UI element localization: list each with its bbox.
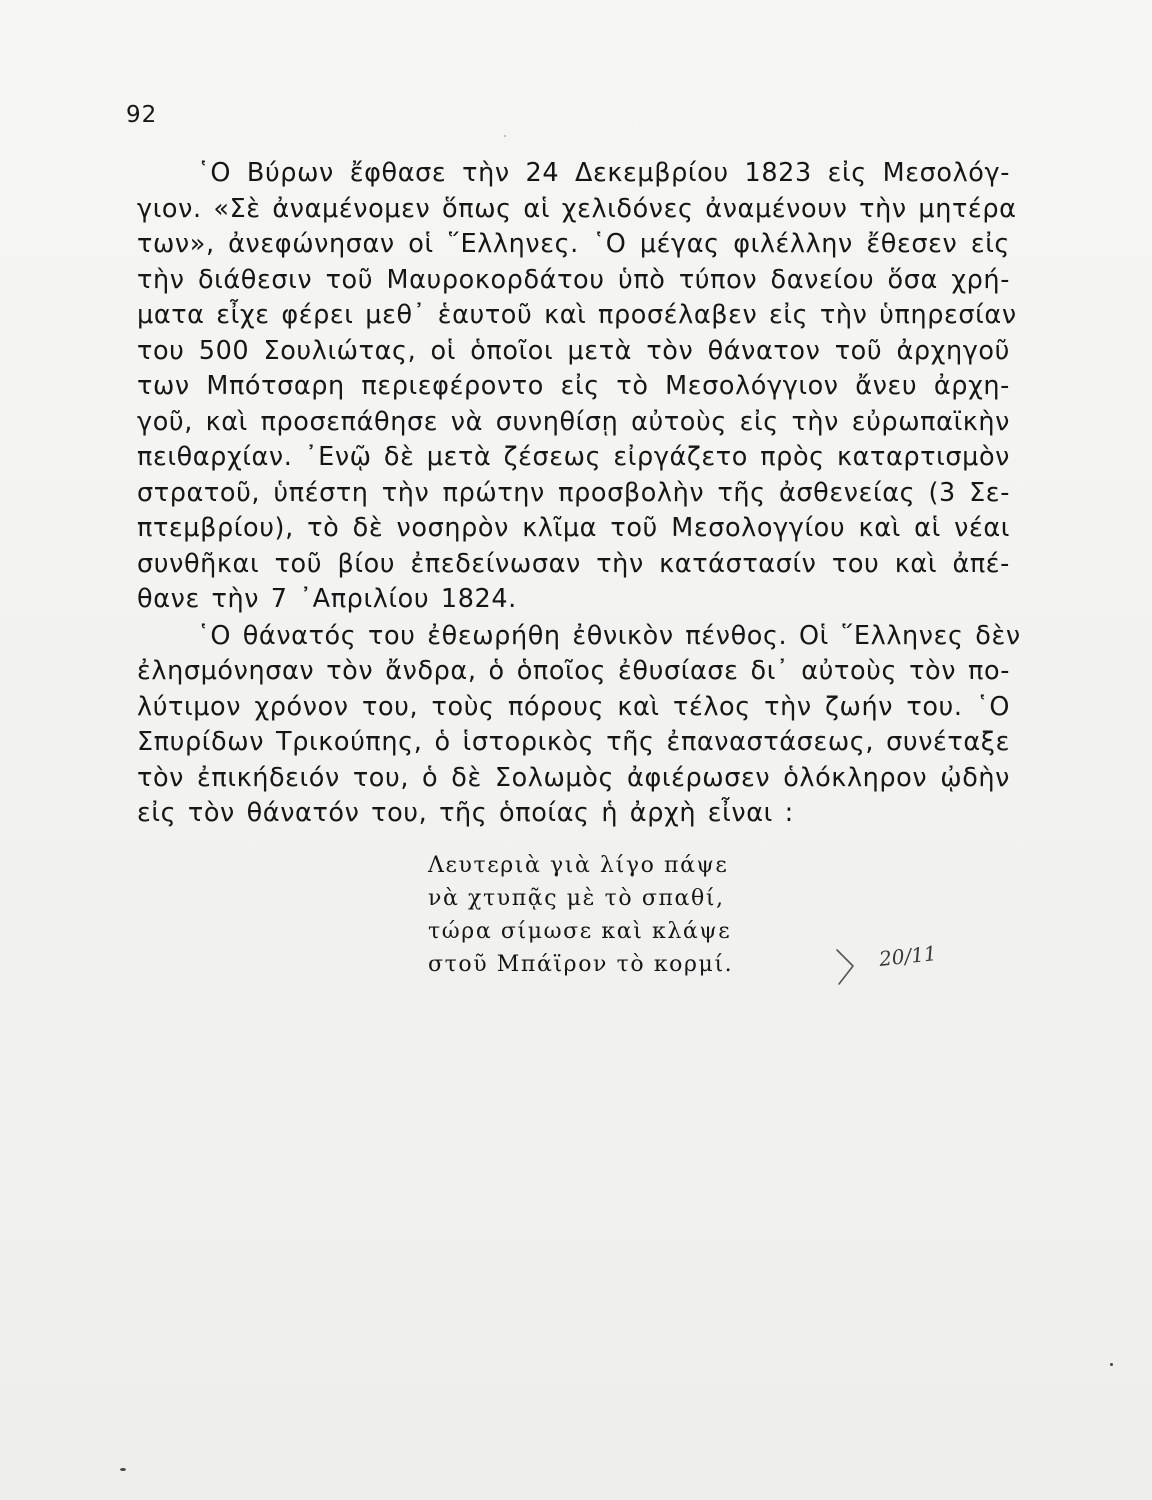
poem-quote (428, 849, 733, 981)
text-line: πτεμβρίου), τὸ δὲ νοσηρὸν κλῖμα τοῦ Μεσολογγίου καὶ αἱ νέαι (137, 513, 1010, 543)
text-line: του 500 Σουλιώτας, οἱ ὁποῖοι μετὰ τὸν θάνατον τοῦ ἀρχηγοῦ (137, 335, 1010, 366)
text-line: λύτιμον χρόνον του, τοὺς πόρους καὶ τέλος τὴν ζωήν του. ῾Ο (137, 691, 1010, 722)
poem-line: Λευτεριὰ γιὰ λίγο πάψε (428, 853, 729, 878)
text-line: εἰς τὸν θάνατόν του, τῆς ὁποίας ἡ ἀρχὴ εἶναι : (137, 798, 794, 828)
text-line: θανε τὴν 7 ᾿Απριλίου 1824. (137, 584, 517, 614)
text-line: των», ἀνεφώνησαν οἱ ῞Ελληνες. ῾Ο μέγας φιλέλλην ἔθεσεν εἰς (137, 229, 1010, 259)
page-speck (120, 1468, 126, 1471)
paragraph-1 (137, 156, 1017, 618)
text-line: γιον. «Σὲ ἀναμένομεν ὅπως αἱ χελιδόνες ἀναμένουν τὴν μητέρα (137, 193, 1017, 224)
text-line: πειθαρχίαν. ᾿Ενῷ δὲ μετὰ ζέσεως εἰργάζετο πρὸς καταρτισμὸν (137, 442, 1010, 472)
poem-line: τώρα σίμωσε καὶ κλάψε (428, 919, 732, 944)
page-speck (1110, 1363, 1113, 1366)
pencil-mark-icon (833, 944, 873, 994)
text-line: συνθῆκαι τοῦ βίου ἐπεδείνωσαν τὴν κατάστασίν του καὶ ἀπέ- (137, 548, 1010, 579)
bleed-through-text (120, 1040, 1020, 1076)
poem-line: στοῦ Μπάϊρον τὸ κορμί. (428, 952, 734, 977)
annotation-text: 20/11 (877, 941, 938, 971)
handwritten-annotation (833, 941, 973, 994)
poem-line: νὰ χτυπᾷς μὲ τὸ σπαθί, (428, 886, 725, 911)
page-number: 92 (126, 102, 158, 128)
text-line: των Μπότσαρη περιεφέροντο εἰς τὸ Μεσολόγγιον ἄνευ ἀρχη- (137, 371, 1010, 401)
text-line: ῾Ο Βύρων ἔφθασε τὴν 24 Δεκεμβρίου 1823 εἰς Μεσολόγ- (197, 158, 1010, 188)
text-line: ματα εἶχε φέρει μεθ᾽ ἑαυτοῦ καὶ προσέλαβεν εἰς τὴν ὑπηρεσίαν (137, 300, 1017, 330)
text-line: τὸν ἐπικήδειόν του, ὁ δὲ Σολωμὸς ἀφιέρωσεν ὁλόκληρον ᾠδὴν (137, 762, 1010, 793)
text-line: ἐλησμόνησαν τὸν ἄνδρα, ὁ ὁποῖος ἐθυσίασε δι᾽ αὐτοὺς τὸν πο- (137, 656, 1010, 686)
page-speck (504, 135, 506, 137)
text-line: γοῦ, καὶ προσεπάθησε νὰ συνηθίσῃ αὐτοὺς εἰς τὴν εὐρωπαϊκὴν (137, 406, 1010, 437)
text-line: τὴν διάθεσιν τοῦ Μαυροκορδάτου ὑπὸ τύπον δανείου ὅσα χρή- (137, 264, 1010, 295)
text-line: Σπυρίδων Τρικούπης, ὁ ἱστορικὸς τῆς ἐπαναστάσεως, συνέταξε (137, 727, 1010, 757)
text-line: στρατοῦ, ὑπέστη τὴν πρώτην προσβολὴν τῆς ἀσθενείας (3 Σε- (137, 477, 1010, 508)
paragraph-2 (137, 619, 1021, 832)
body-text (137, 156, 1021, 832)
text-line: ῾Ο θάνατός του ἐθεωρήθη ἐθνικὸν πένθος. Οἱ ῞Ελληνες δὲν (197, 620, 1021, 651)
